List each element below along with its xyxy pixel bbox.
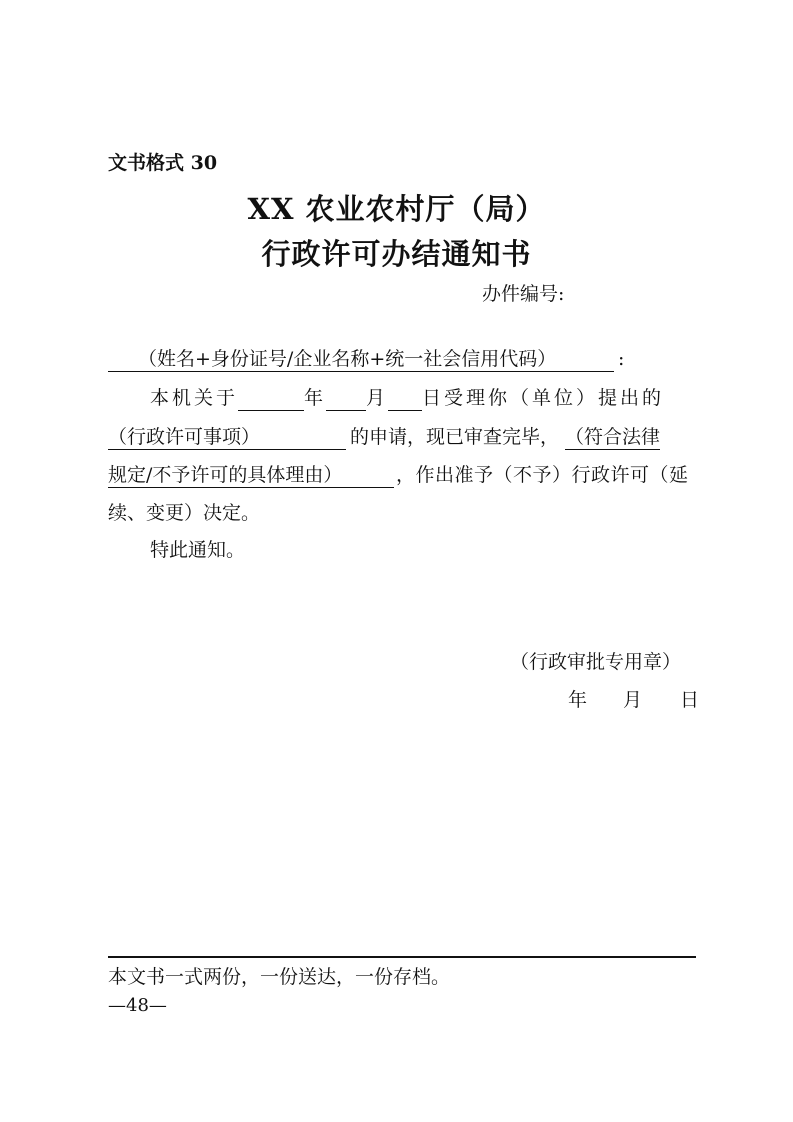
signature-month: 月 — [623, 689, 643, 711]
document-title-agency: XX 农业农村厅（局） — [247, 192, 546, 226]
paragraph-application — [108, 424, 660, 450]
signature-day: 日 — [680, 689, 700, 711]
decision-text: ，作出准予（不予）行政许可（延 — [396, 464, 689, 486]
receipt-month-label: 月 — [366, 387, 389, 409]
application-text: 的申请，现已审查完毕， — [350, 426, 560, 448]
page-number: —48— — [108, 995, 167, 1016]
footer-note: 本文书一式两份，一份送达，一份存档。 — [108, 966, 451, 988]
addressee-field: （姓名+身份证号/企业名称+统一社会信用代码） — [108, 347, 614, 372]
receipt-day-text: 日受理你（单位）提出的 — [422, 387, 665, 409]
receipt-prefix: 本机关于 — [150, 387, 239, 409]
receipt-year-label: 年 — [304, 387, 327, 409]
paragraph-decision-end: 续、变更）决定。 — [108, 502, 261, 524]
reason-field-start: （符合法律 — [565, 426, 661, 448]
document-title: 行政许可办结通知书 — [261, 237, 532, 271]
addressee-line — [108, 346, 624, 372]
paragraph-receipt — [150, 385, 664, 411]
month-blank — [326, 388, 366, 411]
footer-divider — [108, 956, 696, 958]
paragraph-decision — [108, 462, 689, 488]
signature-date — [568, 685, 699, 712]
addressee-colon: : — [618, 348, 625, 370]
notice-closing: 特此通知。 — [150, 539, 246, 561]
case-number-label: 办件编号: — [482, 283, 565, 305]
year-blank — [238, 388, 304, 411]
day-blank — [388, 388, 422, 411]
reason-field-end: 规定/不予许可的具体理由） — [108, 463, 394, 488]
license-item-field: （行政许可事项） — [108, 425, 346, 450]
document-format-label: 文书格式 30 — [108, 152, 218, 174]
signature-year: 年 — [568, 689, 588, 711]
approval-seal-label: （行政审批专用章） — [510, 651, 682, 673]
